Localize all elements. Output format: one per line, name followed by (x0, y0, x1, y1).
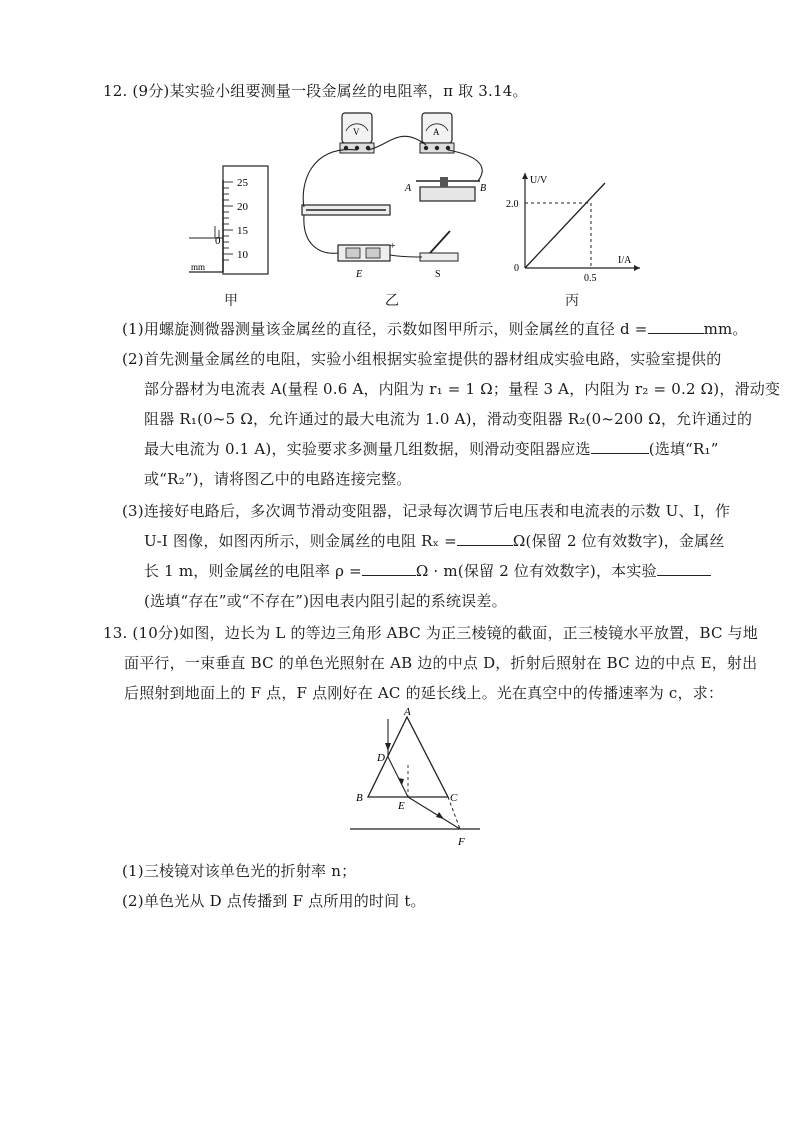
graph-origin: 0 (514, 263, 519, 274)
q12-part2-line5: 或“R₂”)，请将图乙中的电路连接完整。 (144, 470, 412, 488)
rheostat-end-b: B (480, 183, 487, 194)
prism-vertex-b: B (356, 792, 363, 804)
micrometer-tick-15: 15 (237, 225, 248, 237)
graph-x-tick: 0.5 (584, 273, 597, 284)
figure-label-jia: 甲 (224, 293, 238, 309)
circuit-figure (290, 105, 500, 285)
answer-blank-diameter[interactable] (648, 319, 704, 334)
micrometer-tick-10: 10 (237, 249, 248, 261)
micrometer-unit: mm (191, 262, 206, 272)
figure-label-bing: 丙 (565, 293, 579, 309)
battery-plus: + (390, 241, 396, 252)
prism-figure (340, 705, 490, 850)
q13-sub2: (2)单色光从 D 点传播到 F 点所用的时间 t。 (122, 892, 426, 910)
q12-part2-line4: 最大电流为 0.1 A)，实验要求多测量几组数据，则滑动变阻器应选 (选填“R₁” (144, 440, 719, 458)
prism-vertex-a: A (404, 706, 411, 718)
q13-line1: 13. (10分)如图，边长为 L 的等边三角形 ABC 为正三棱镜的截面，正三棱镜水平放置，BC 与地 (103, 624, 759, 642)
prism-vertex-c: C (450, 792, 458, 804)
graph-y-tick: 2.0 (506, 199, 519, 210)
q12-part3-line4: (选填“存在”或“不存在”)因电表内阻引起的系统误差。 (144, 592, 507, 610)
q13-sub1: (1)三棱镜对该单色光的折射率 n； (122, 862, 357, 880)
ui-graph (500, 165, 645, 285)
q13-line3: 后照射到地面上的 F 点，F 点刚好在 AC 的延长线上。光在真空中的传播速率为 c，求： (124, 684, 724, 702)
ammeter-symbol: A (433, 127, 440, 137)
switch-label: S (435, 269, 441, 280)
answer-blank-error[interactable] (657, 561, 711, 576)
prism-point-d: D (377, 752, 385, 764)
voltmeter-symbol: V (353, 127, 360, 137)
rheostat-end-a: A (405, 183, 412, 194)
q12-header: 12. (9分)某实验小组要测量一段金属丝的电阻率，π 取 3.14。 (103, 82, 528, 100)
q12-part2-line3: 阻器 R₁(0~5 Ω，允许通过的最大电流为 1.0 A)，滑动变阻器 R₂(0~200 Ω，允许通过的 (144, 410, 753, 428)
q12-part2-line1: (2)首先测量金属丝的电阻，实验小组根据实验室提供的器材组成实验电路，实验室提供的 (122, 350, 722, 368)
q12-part3-line1: (3)连接好电路后，多次调节滑动变阻器，记录每次调节后电压表和电流表的示数 U、I，作 (122, 502, 731, 520)
q13-line2: 面平行，一束垂直 BC 的单色光照射在 AB 边的中点 D，折射后照射在 BC 边的中点 E，射出 (124, 654, 758, 672)
figure-label-yi: 乙 (385, 293, 399, 309)
answer-blank-rheostat[interactable] (591, 439, 649, 454)
q12-part2-line2: 部分器材为电流表 A(量程 0.6 A，内阻为 r₁ = 1 Ω；量程 3 A，内阻为 r₂ = 0.2 Ω)，滑动变 (144, 380, 781, 398)
answer-blank-resistivity[interactable] (362, 561, 416, 576)
battery-label: E (356, 269, 363, 280)
micrometer-tick-25: 25 (237, 177, 248, 189)
micrometer-tick-20: 20 (237, 201, 248, 213)
prism-point-e: E (398, 800, 405, 812)
micrometer-figure (185, 160, 275, 280)
graph-y-label: U/V (530, 175, 548, 186)
q12-part1: (1)用螺旋测微器测量该金属丝的直径，示数如图甲所示，则金属丝的直径 d = mm。 (122, 320, 748, 338)
graph-x-label: I/A (618, 255, 632, 266)
prism-point-f: F (458, 836, 465, 848)
q12-part3-line2: U-I 图像，如图丙所示，则金属丝的电阻 Rₓ = Ω(保留 2 位有效数字)，金属丝 (144, 532, 725, 550)
q12-part3-line3: 长 1 m，则金属丝的电阻率 ρ = Ω · m(保留 2 位有效数字)，本实验 (144, 560, 711, 581)
answer-blank-resistance[interactable] (457, 531, 513, 546)
micrometer-zero: 0 (215, 235, 221, 247)
